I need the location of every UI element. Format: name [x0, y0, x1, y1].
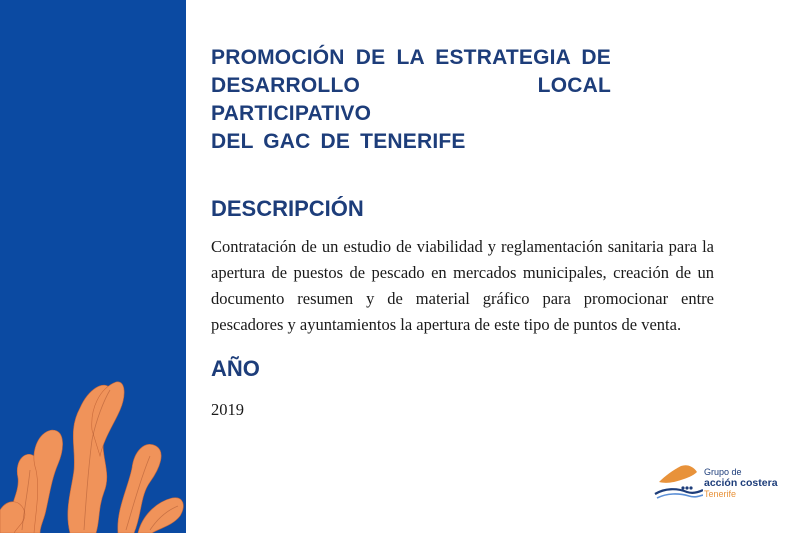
description-heading: DESCRIPCIÓN — [211, 196, 364, 221]
logo-line: Grupo de — [704, 467, 742, 477]
title-line: DEL GAC DE TENERIFE — [211, 130, 466, 153]
description-text: Contratación de un estudio de viabilidad y reglamentación sanitaria para la apertura de puestos de pescado en mercados municipales, creación de un documento resumen y de material gráfico para promocionar entre pescadores y ayuntamientos la apertura de este tipo de puntos de venta. — [211, 237, 714, 334]
year-heading: AÑO — [211, 356, 260, 381]
side-panel — [0, 0, 186, 533]
page-title — [211, 44, 611, 156]
logo-line: Tenerife — [704, 489, 737, 499]
gac-logo — [653, 462, 783, 502]
year-value: 2019 — [211, 400, 244, 419]
logo-line: acción costera — [704, 477, 778, 489]
title-line: DESARROLLO LOCAL PARTICIPATIVO — [211, 74, 611, 125]
title-line: PROMOCIÓN DE LA ESTRATEGIA DE — [211, 46, 611, 69]
island-wave-icon — [653, 462, 703, 502]
logo-text — [704, 467, 778, 499]
coral-decoration — [0, 360, 186, 533]
